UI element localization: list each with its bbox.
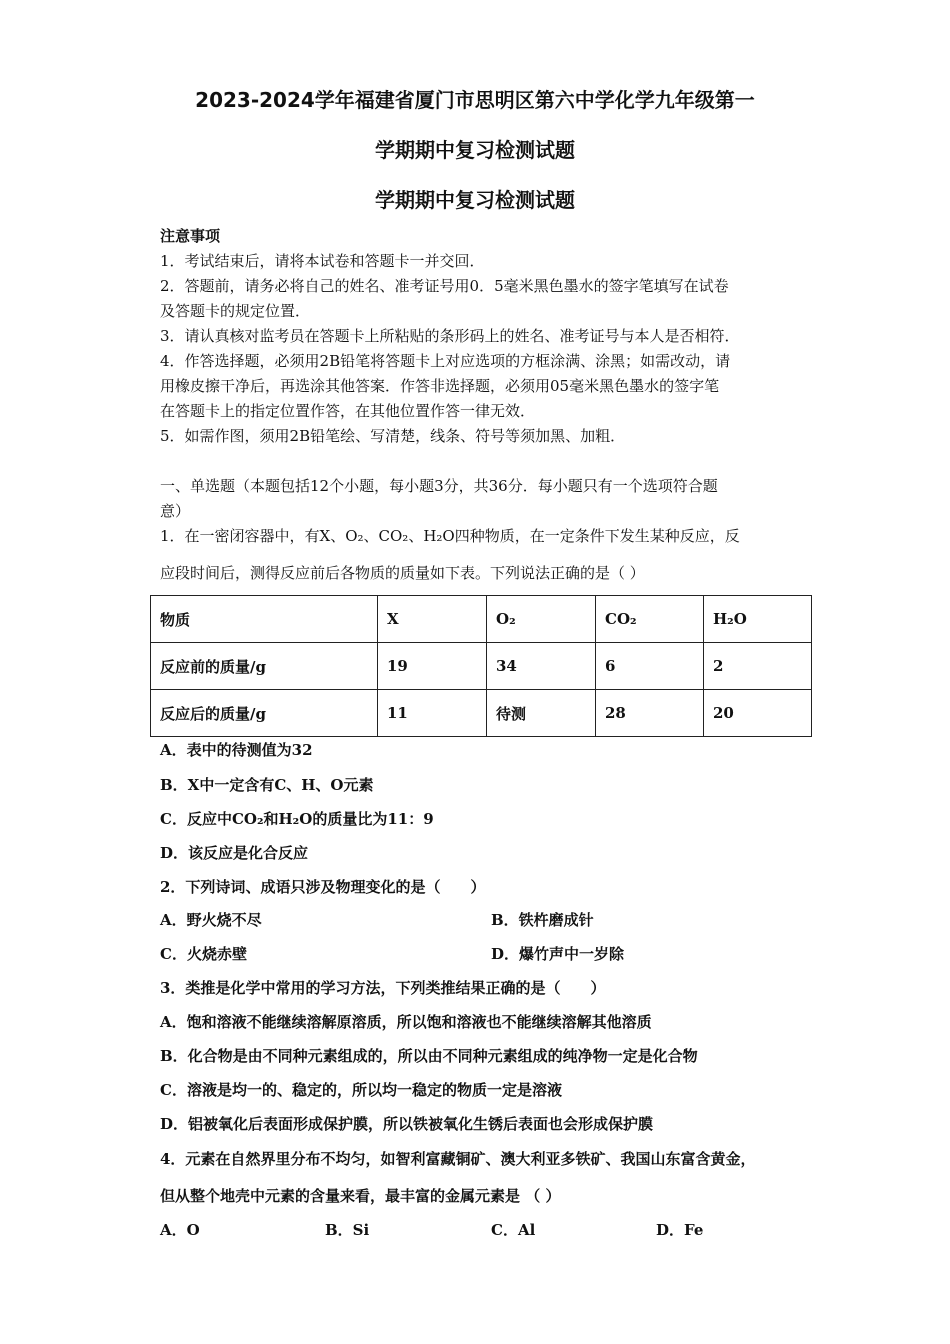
- table-cell: 6: [596, 643, 704, 690]
- q2-option-d: D．爆竹声中一岁除: [491, 945, 625, 963]
- q3-option-a: A．饱和溶液不能继续溶解原溶质，所以饱和溶液也不能继续溶解其他溶质: [160, 1013, 652, 1031]
- q4-stem: 4．元素在自然界里分布不均匀，如智利富藏铜矿、澳大利亚多铁矿、我国山东富含黄金，: [160, 1150, 756, 1168]
- q4-stem-cont: 但从整个地壳中元素的含量来看，最丰富的金属元素是 （ ）: [160, 1187, 561, 1205]
- q4-option-d: D．Fe: [656, 1221, 704, 1239]
- table-cell: 待测: [487, 690, 596, 737]
- q2-option-b: B．铁杵磨成针: [491, 911, 594, 929]
- notice-line: 用橡皮擦干净后，再选涂其他答案．作答非选择题，必须用05毫米黑色墨水的签字笔: [160, 377, 720, 395]
- table-cell: 2: [704, 643, 812, 690]
- notice-heading: 注意事项: [160, 227, 221, 245]
- notice-line: 4．作答选择题，必须用2B铅笔将答题卡上对应选项的方框涂满、涂黑；如需改动，请: [160, 352, 731, 370]
- notice-line: 及答题卡的规定位置．: [160, 302, 311, 320]
- table-cell: 20: [704, 690, 812, 737]
- q3-stem: 3．类推是化学中常用的学习方法，下列类推结果正确的是（ ）: [160, 979, 606, 997]
- table-cell: H₂O: [704, 596, 812, 643]
- table-cell: 11: [378, 690, 487, 737]
- title-line-1: 2023-2024学年福建省厦门市思明区第六中学化学九年级第一: [195, 88, 755, 112]
- q1-option-d: D．该反应是化合反应: [160, 844, 309, 862]
- q1-stem: 1．在一密闭容器中，有X、O₂、CO₂、H₂O四种物质，在一定条件下发生某种反应，反: [160, 527, 740, 545]
- table-cell: 物质: [151, 596, 378, 643]
- notice-line: 1．考试结束后，请将本试卷和答题卡一并交回．: [160, 252, 485, 270]
- table-cell: CO₂: [596, 596, 704, 643]
- notice-line: 5．如需作图，须用2B铅笔绘、写清楚，线条、符号等须加黑、加粗．: [160, 427, 626, 445]
- table-cell: O₂: [487, 596, 596, 643]
- title-line-2: 学期期中复习检测试题: [375, 138, 575, 162]
- table-row: [151, 643, 812, 690]
- q4-option-c: C．Al: [491, 1221, 536, 1239]
- q3-option-b: B．化合物是由不同种元素组成的，所以由不同种元素组成的纯净物一定是化合物: [160, 1047, 698, 1065]
- q3-option-d: D．铝被氧化后表面形成保护膜，所以铁被氧化生锈后表面也会形成保护膜: [160, 1115, 654, 1133]
- notice-line: 2．答题前，请务必将自己的姓名、准考证号用0．5毫米黑色墨水的签字笔填写在试卷: [160, 277, 729, 295]
- section-heading: 一、单选题（本题包括12个小题，每小题3分，共36分．每小题只有一个选项符合题: [160, 477, 718, 495]
- table-cell: 反应前的质量/g: [151, 643, 378, 690]
- table-cell: 34: [487, 643, 596, 690]
- q4-option-b: B．Si: [325, 1221, 370, 1239]
- notice-line: 在答题卡上的指定位置作答，在其他位置作答一律无效．: [160, 402, 536, 420]
- table-row: [151, 690, 812, 737]
- q1-mass-table: [150, 595, 812, 737]
- q1-option-c: C．反应中CO₂和H₂O的质量比为11：9: [160, 810, 434, 828]
- q2-option-a: A．野火烧不尽: [160, 911, 262, 929]
- section-heading-cont: 意）: [160, 502, 191, 520]
- table-cell: 28: [596, 690, 704, 737]
- q2-option-c: C．火烧赤壁: [160, 945, 247, 963]
- table-row: [151, 596, 812, 643]
- q2-stem: 2．下列诗词、成语只涉及物理变化的是（ ）: [160, 878, 486, 896]
- q1-option-a: A．表中的待测值为32: [160, 741, 313, 759]
- table-cell: X: [378, 596, 487, 643]
- notice-line: 3．请认真核对监考员在答题卡上所粘贴的条形码上的姓名、准考证号与本人是否相符．: [160, 327, 740, 345]
- q1-option-b: B．X中一定含有C、H、O元素: [160, 776, 374, 794]
- title-line-3: 学期期中复习检测试题: [375, 188, 575, 212]
- q3-option-c: C．溶液是均一的、稳定的，所以均一稳定的物质一定是溶液: [160, 1081, 562, 1099]
- q1-stem-cont: 应段时间后，测得反应前后各物质的质量如下表。下列说法正确的是（ ）: [160, 564, 645, 582]
- table-cell: 反应后的质量/g: [151, 690, 378, 737]
- q4-option-a: A．O: [160, 1221, 200, 1239]
- table-cell: 19: [378, 643, 487, 690]
